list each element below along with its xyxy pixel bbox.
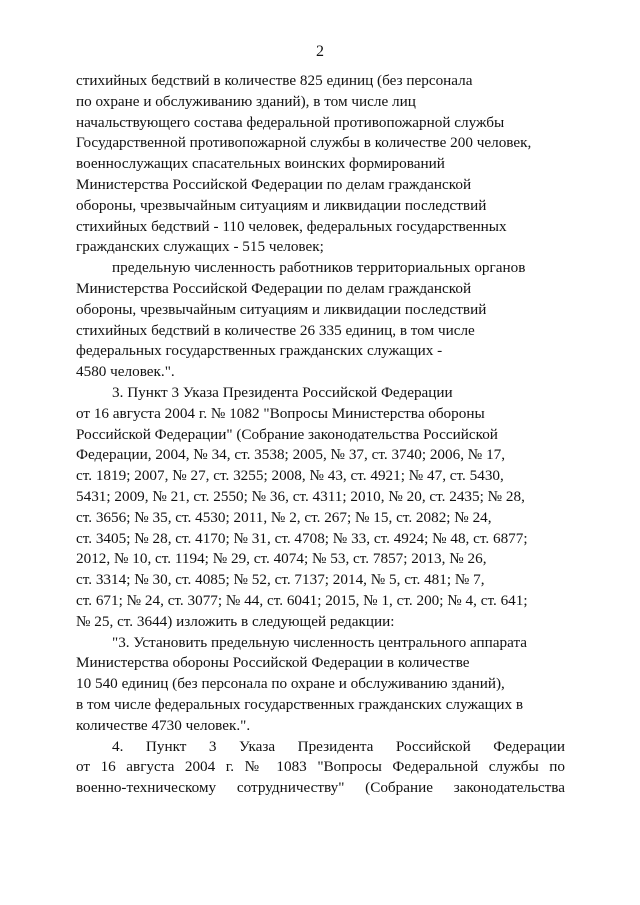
paragraph-item-4: 4. Пункт 3 Указа Президента Российской Федерации от 16 августа 2004 г. № 1083 "Вопросы Федеральной службы по военно-техническому сотрудничеству" (Собрание законодательства — [76, 737, 565, 797]
paragraph-item-3-new-wording: "3. Установить предельную численность центрального аппарата Министерства обороны Российской Федерации в количестве 10 540 единиц (без персонала по охране и обслуживанию зданий), в том числе федеральных государственных гражданских служащих в количестве 4730 человек.". — [76, 633, 528, 734]
paragraph-item-3: 3. Пункт 3 Указа Президента Российской Федерации от 16 августа 2004 г. № 1082 "Вопросы Министерства обороны Российской Федерации" (Собрание законодательства Российской Федерации, 2004, № 34, ст. 3538; 2005, № 37, ст. 3740; 2006, № 17, ст. 1819; 2007, № 27, ст. 3255; 2008, № 43, ст. 4921; № 47, ст. 5430, 5431; 2009, № 21, ст. 2550; № 36, ст. 4311; 2010, № 20, ст. 2435; № 28, ст. 3656; № 35, ст. 4530; 2011, № 2, ст. 267; № 15, ст. 2082; № 24, ст. 3405; № 28, ст. 4170; № 31, ст. 4708; № 33, ст. 4924; № 48, ст. 6877; 2012, № 10, ст. 1194; № 29, ст. 4074; № 53, ст. 7857; 2013, № 26, ст. 3314; № 30, ст. 4085; № 52, ст. 7137; 2014, № 5, ст. 481; № 7, ст. 671; № 24, ст. 3077; № 44, ст. 6041; 2015, № 1, ст. 200; № 4, ст. 641; № 25, ст. 3644) изложить в следующей редакции: — [76, 383, 528, 630]
paragraph-continuation: стихийных бедствий в количестве 825 единиц (без персонала по охране и обслуживанию зданий), в том числе лиц начальствующего состава федеральной противопожарной службы Государственной противопожарной службы в количестве 200 человек, военнослужащих спасательных воинских формирований Министерства Российской Федерации по делам гражданской обороны, чрезвычайным ситуациям и ликвидации последствий стихийных бедствий - 110 человек, федеральных государственных гражданских служащих - 515 человек; — [76, 72, 532, 256]
page-number: 2 — [316, 43, 324, 60]
paragraph-territorial-bodies: предельную численность работников территориальных органов Министерства Российской Федерации по делам гражданской обороны, чрезвычайным ситуациям и ликвидации последствий стихийных бедствий в количестве 26 335 единиц, в том числе федеральных государственных гражданских служащих - 4580 человек.". — [76, 259, 526, 381]
document-body — [76, 71, 565, 799]
